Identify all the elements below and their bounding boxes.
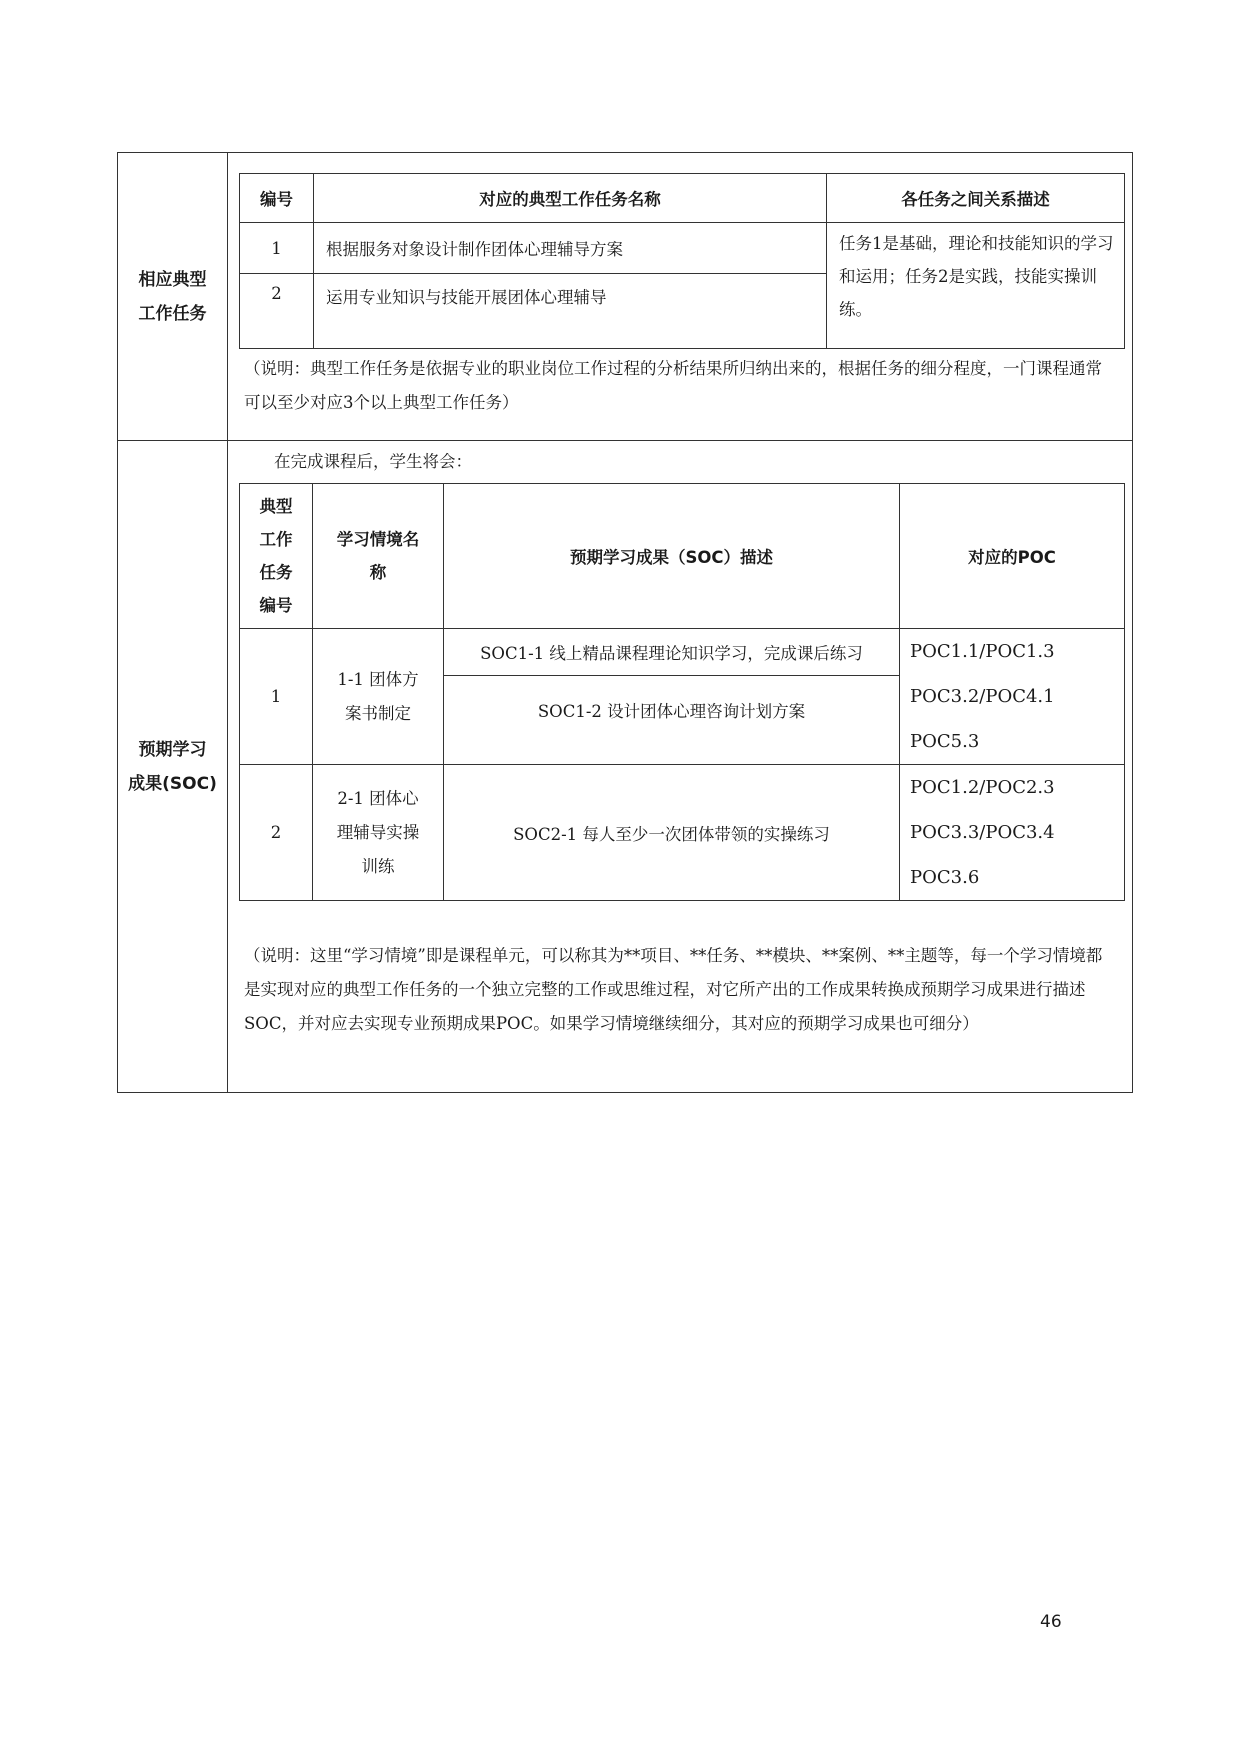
course-outcome-table xyxy=(117,152,1133,1093)
group-situation xyxy=(313,629,444,765)
header-line: 典型 xyxy=(259,497,293,516)
poc-line: POC3.2/POC4.1 xyxy=(910,686,1055,707)
group-no: 1 xyxy=(240,629,313,765)
soc-item: SOC1-2 设计团体心理咨询计划方案 xyxy=(444,676,900,765)
label-line: 相应典型 xyxy=(138,269,207,290)
task-no: 2 xyxy=(240,274,314,349)
group-pocs xyxy=(900,765,1125,901)
soc-table xyxy=(239,483,1125,901)
soc-cell xyxy=(228,441,1133,1093)
situation-line: 2-1 团体心 xyxy=(337,788,419,808)
section-label-soc xyxy=(118,441,228,1093)
situation-line: 训练 xyxy=(361,856,395,876)
soc-note: （说明：这里“学习情境”即是课程单元，可以称其为**项目、**任务、**模块、**案例、**主题等，每一个学习情境都是实现对应的典型工作任务的一个独立完整的工作或思维过程，对它所产出的工作成果转换成预期学习成果进行描述SOC，并对应去实现专业预期成果POC。如果学习情境继续细分，其对应的预期学习成果也可细分） xyxy=(244,946,1103,1033)
task-relation: 任务1是基础，理论和技能知识的学习和运用；任务2是实践，技能实操训练。 xyxy=(827,223,1125,349)
group-no: 2 xyxy=(240,765,313,901)
situation-line: 案书制定 xyxy=(345,703,411,723)
soc-item: SOC1-1 线上精品课程理论知识学习，完成课后练习 xyxy=(444,629,900,676)
poc-line: POC1.1/POC1.3 xyxy=(910,641,1055,662)
typical-tasks-note: （说明：典型工作任务是依据专业的职业岗位工作过程的分析结果所归纳出来的，根据任务的细分程度，一门课程通常可以至少对应3个以上典型工作任务） xyxy=(244,359,1102,412)
situation-line: 1-1 团体方 xyxy=(337,669,419,689)
soc-item: SOC2-1 每人至少一次团体带领的实操练习 xyxy=(444,765,900,901)
label-line: 成果(SOC) xyxy=(128,773,217,794)
situation-line: 理辅导实操 xyxy=(336,822,420,842)
header-situation xyxy=(313,484,444,629)
header-line: 编号 xyxy=(259,596,293,615)
header-no: 编号 xyxy=(240,174,314,223)
poc-line: POC3.6 xyxy=(910,867,980,888)
label-line: 预期学习 xyxy=(138,739,207,760)
typical-tasks-table xyxy=(239,173,1125,349)
poc-line: POC3.3/POC3.4 xyxy=(910,822,1055,843)
typical-tasks-cell xyxy=(228,153,1133,441)
header-relation: 各任务之间关系描述 xyxy=(827,174,1125,223)
header-task-no xyxy=(240,484,313,629)
header-line: 称 xyxy=(369,563,387,582)
task-no: 1 xyxy=(240,223,314,274)
task-name: 运用专业知识与技能开展团体心理辅导 xyxy=(314,274,827,349)
page-number: 46 xyxy=(1040,1612,1062,1632)
header-soc: 预期学习成果（SOC）描述 xyxy=(444,484,900,629)
label-line: 工作任务 xyxy=(138,303,207,324)
poc-line: POC5.3 xyxy=(910,731,980,752)
section-label-typical-tasks xyxy=(118,153,228,441)
soc-intro: 在完成课程后，学生将会： xyxy=(274,452,472,471)
header-line: 学习情境名 xyxy=(336,530,420,549)
header-task-name: 对应的典型工作任务名称 xyxy=(314,174,827,223)
poc-line: POC1.2/POC2.3 xyxy=(910,777,1055,798)
task-name: 根据服务对象设计制作团体心理辅导方案 xyxy=(314,223,827,274)
header-line: 工作 xyxy=(259,530,293,549)
group-situation xyxy=(313,765,444,901)
header-line: 任务 xyxy=(259,563,293,582)
header-poc: 对应的POC xyxy=(900,484,1125,629)
group-pocs xyxy=(900,629,1125,765)
